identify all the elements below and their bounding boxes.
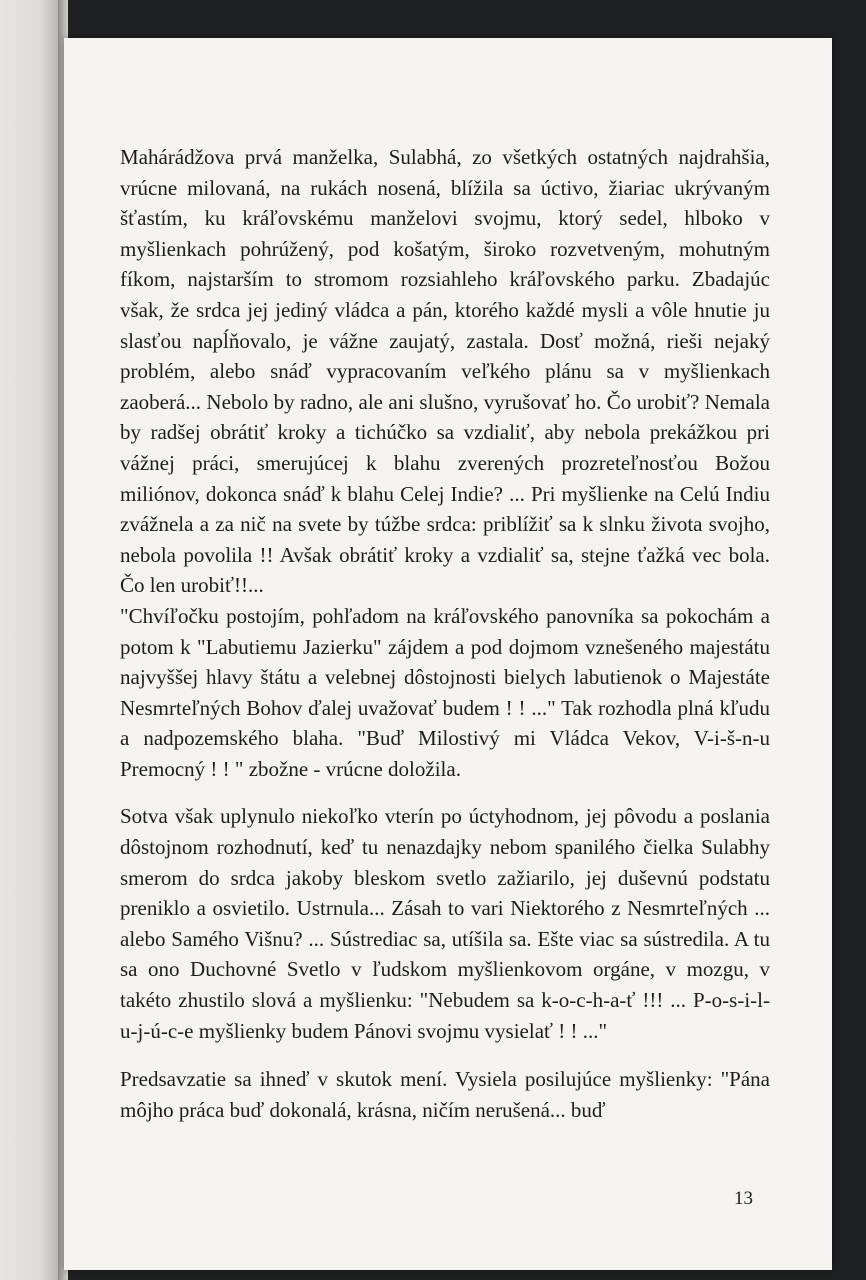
- paragraph-3: Sotva však uplynulo niekoľko vterín po úctyhodnom, jej pôvodu a poslania dôstojnom rozhodnutí, keď tu nenazdajky nebom spanilého čielka Sulabhy smerom do srdca jakoby bleskom svetlo zažiarilo, jej duševnú podstatu preniklo a osvietilo. Ustrnula... Zásah to vari Niektorého z Nesmrteľných ... alebo Samého Višnu? ... Sústrediac sa, utíšila sa. Ešte viac sa sústredila. A tu sa ono Duchovné Svetlo v ľudskom myšlienkovom orgáne, v mozgu, v takéto zhustilo slová a myšlienku: "Nebudem sa k-o-c-h-a-ť !!! ... P-o-s-i-l-u-j-ú-c-e myšlienky budem Pánovi svojmu vysielať ! ! ...": [120, 804, 770, 1043]
- paragraph-2: "Chvíľočku postojím, pohľadom na kráľovského panovníka sa pokochám a potom k "Labutiemu Jazierku" zájdem a pod dojmom vznešeného majestátu najvyššej hlavy štátu a velebnej dôstojnosti bielych labutienok o Majestáte Nesmrteľných Bohov ďalej uvažovať budem ! ! ..." Tak rozhodla plná kľudu a nadpozemského blaha. "Buď Milostivý mi Vládca Vekov, V-i-š-n-u Premocný ! ! " zbožne - vrúcne doložila.: [120, 603, 770, 781]
- left-page-edge: [0, 0, 58, 1280]
- page-number: 13: [734, 1188, 753, 1209]
- paragraph-4: Predsavzatie sa ihneď v skutok mení. Vysiela posilujúce myšlienky: "Pána môjho práca buď dokonalá, krásna, ničím nerušená... buď: [120, 1067, 770, 1122]
- page-text: [120, 142, 770, 1125]
- paragraph-1: Mahárádžova prvá manželka, Sulabhá, zo všetkých ostatných najdrahšia, vrúcne milovaná, na rukách nosená, blížila sa úctivo, žiariac ukrývaným šťastím, ku kráľovskému manželovi svojmu, ktorý sedel, hlboko v myšlienkach pohrúžený, pod košatým, široko rozvetveným, mohutným fíkom, najstarším to stromom rozsiahleho kráľovského parku. Zbadajúc však, že srdca jej jediný vládca a pán, ktorého každé mysli a vôle hnutie ju slasťou napĺňovalo, je vážne zaujatý, zastala. Dosť možná, rieši nejaký problém, alebo snáď vypracovaním veľkého plánu sa v myšlienkach zaoberá... Nebolo by radno, ale ani slušno, vyrušovať ho. Čo urobiť? Nemala by radšej obrátiť kroky a tichúčko sa vzdialiť, aby nebola prekážkou pri vážnej práci, smerujúcej k blahu zverených prozreteľnosťou Božou miliónov, dokonca snáď k blahu Celej Indie? ... Pri myšlienke na Celú Indiu zvážnela a za nič na svete by túžbe srdca: priblížiť sa k slnku života svojho, nebola povolila !! Avšak obrátiť kroky a vzdialiť sa, stejne ťažká vec bola. Čo len urobiť!!...: [120, 145, 770, 598]
- book-page: [64, 38, 832, 1270]
